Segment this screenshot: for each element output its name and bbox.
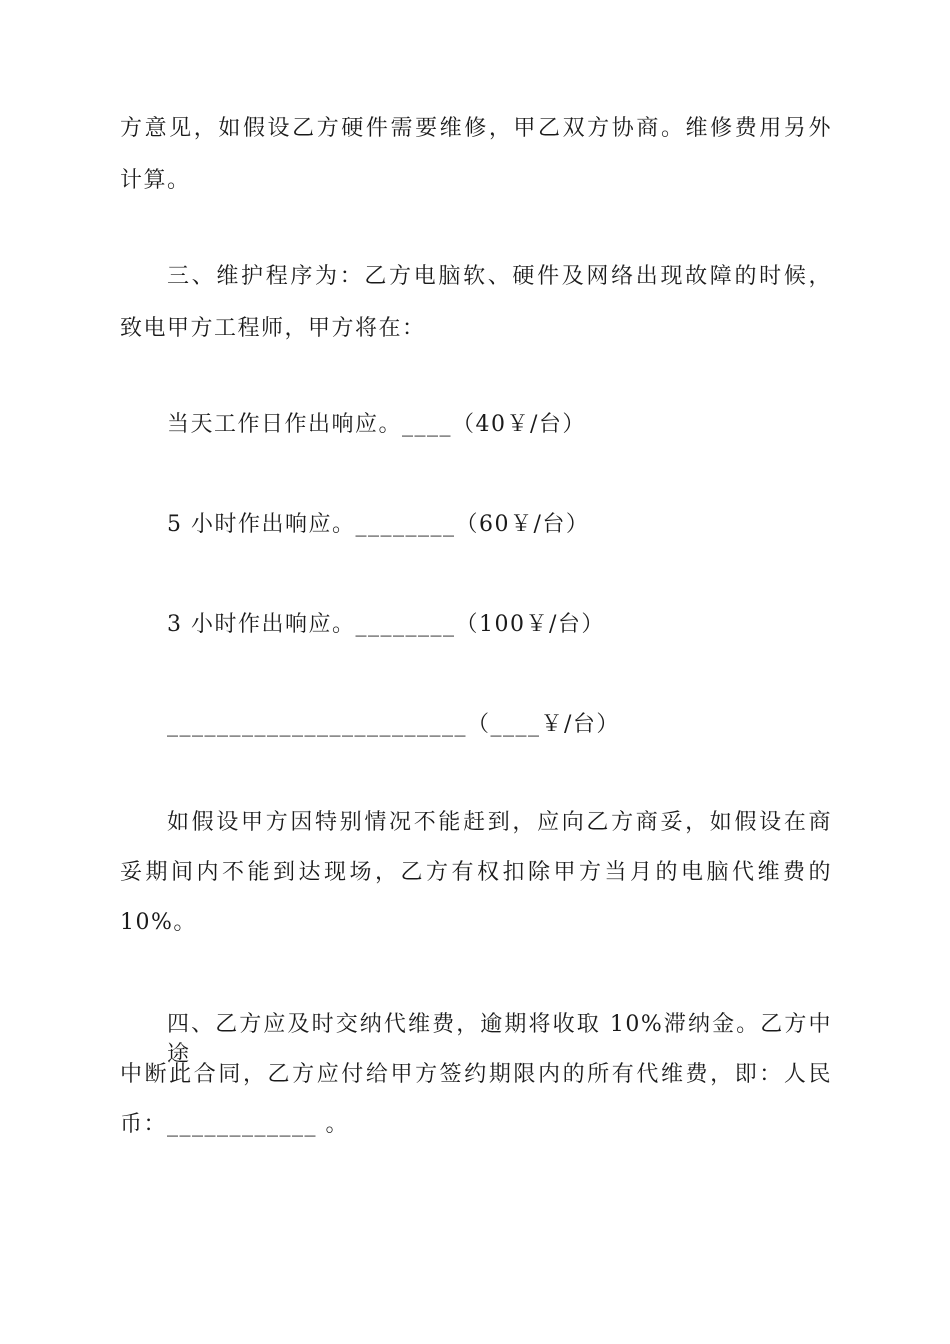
response-option-3-hours: 3 小时作出响应。________（100￥/台） [167, 612, 605, 637]
paragraph-2-line-2: 致电甲方工程师，甲方将在： [120, 316, 426, 341]
response-option-same-day: 当天工作日作出响应。____（40￥/台） [167, 412, 586, 437]
paragraph-2-line-1: 三、维护程序为：乙方电脑软、硬件及网络出现故障的时候， [167, 264, 832, 289]
response-option-5-hours: 5 小时作出响应。________（60￥/台） [167, 512, 590, 537]
paragraph-3-line-2: 妥期间内不能到达现场，乙方有权扣除甲方当月的电脑代维费的 [120, 860, 832, 885]
response-option-custom: ________________________（____￥/台） [167, 712, 620, 737]
paragraph-1-line-1: 方意见，如假设乙方硬件需要维修，甲乙双方协商。维修费用另外 [120, 116, 832, 141]
paragraph-4-line-2: 中断此合同，乙方应付给甲方签约期限内的所有代维费，即：人民 [120, 1062, 832, 1087]
paragraph-3-line-1: 如假设甲方因特别情况不能赶到，应向乙方商妥，如假设在商 [167, 810, 832, 835]
paragraph-4-line-3: 币：____________ 。 [120, 1112, 349, 1137]
paragraph-4-line-1: 四、乙方应及时交纳代维费，逾期将收取 10%滞纳金。乙方中途 [167, 1012, 832, 1067]
paragraph-3-line-3: 10%。 [120, 910, 197, 935]
paragraph-1-line-2: 计算。 [120, 168, 191, 193]
